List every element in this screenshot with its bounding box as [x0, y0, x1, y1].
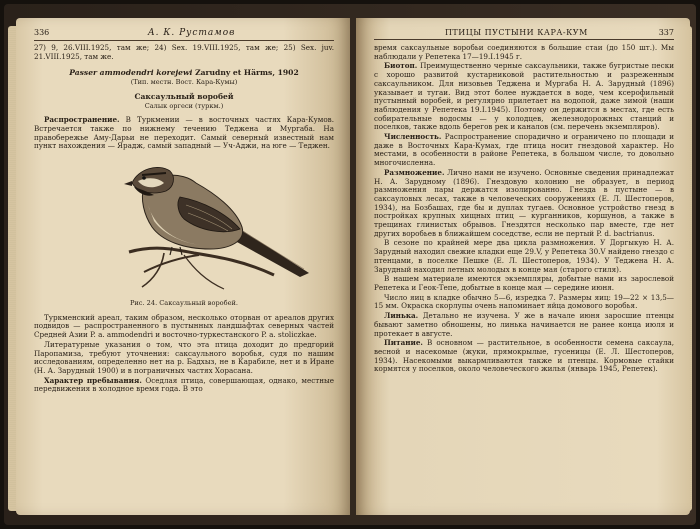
text-numbers: Распространение спорадично и ограничено по площади и даже в Восточных Кара-Кумах, где птица носит гнездовой характер. Но местами, в особенности в районе Репетека, в большом числе, то довольно многочисленна.	[374, 132, 674, 168]
sparrow-figure	[34, 157, 334, 297]
paragraph-continuation: время саксаульные воробьи соединяются в большие стаи (до 150 шт.). Мы наблюдали у Репетека 17—19.I.1945 г.	[374, 43, 674, 61]
book-spread	[4, 4, 696, 525]
right-running-title: ПТИЦЫ ПУСТЫНИ КАРА-КУМ	[444, 28, 588, 37]
text-molt: Детально не изучена. У же в начале июня заросшие птенцы бывают заметно обношены, но линька начинается не ранее конца июля и протекает в августе.	[374, 311, 674, 338]
species-heading	[34, 69, 334, 78]
paragraph-numbers	[374, 133, 674, 168]
text-character: Оседлая птица, совершающая, однако, местные передвижения в холодное время года. В это	[34, 375, 335, 394]
left-running-title: А. К. Рустамов	[147, 28, 236, 38]
paragraph-character	[34, 377, 334, 394]
text-biotope: Преимущественно черные саксаульники, также бугристые пески с хорошо развитой кустарниковой растительностью и разреженным саксаульником. Для низовьев Теджена и Мургаба Н. А. Зарудный (1896) указывает и тугаи. Вид этот более нуждается в воде, чем ксерофильный пустынный воробей, и регулярно прилетает на водопой, даже зимой (наши наблюдения у Репетека 19.I.1945). Поэтому он держится в местах, где есть собирательные водосмы — у колодцев, железнодорожных станций и поселков, также вдоль берегов рек и каналов (см. перечень экземпляров).	[374, 61, 674, 132]
label-food: Питание.	[384, 338, 423, 348]
right-page-number: 337	[658, 28, 674, 37]
left-page-number: 336	[34, 28, 50, 37]
text-distribution: В Туркмении — в восточных частях Кара-Кумов. Встречается также по нижнему течению Теджена и Мургаба. На правобережье Аму-Дарьи не переходит. Самый северный известный нам пункт нахождения — Ярадж, самый западный — Уч-Аджи, на юге — Теджен.	[34, 115, 334, 151]
species-type-locality: (Тип. местн. Вост. Кара-Кумы)	[130, 78, 238, 87]
paragraph-distribution	[34, 116, 334, 151]
left-page	[16, 18, 350, 515]
label-numbers: Численность.	[384, 132, 442, 142]
figure-caption: Рис. 24. Саксаульный воробей.	[129, 299, 239, 308]
label-character: Характер пребывания.	[44, 375, 142, 385]
text-breeding: Лично нами не изучено. Основные сведения принадлежат Н. А. Зарудному (1896). Гнездовую колонию не образует, в период размножения пары держатся изолированно. Гнезда в пустыне — в саксауловых лесах, также в человеческих сооружениях (Е. Л. Шестоперов, 1934), на Бозбашах, где бы и дуплах тугаев. Основное устройство гнезд в постройках крупных хищных птиц — курганников, коршунов, а также в трещинах глинистых обрывов. Гнездятся несколько пар вместе, где нет других воробьев в ближайшем соседстве, если не пертый P. d. bactrianus.	[374, 167, 674, 238]
russian-name: Саксаульный воробей	[134, 91, 234, 101]
species-author: Zarudny et Härms, 1902	[195, 68, 299, 78]
label-molt: Линька.	[384, 311, 419, 321]
right-page	[356, 18, 690, 515]
left-top-lines: 27) 9, 26.VIII.1925, там же; 24) Sex. 19.VIII.1925, там же; 25) Sex. juv. 21.VIII.1925, там же.	[34, 43, 334, 61]
right-running-head	[374, 28, 674, 40]
russian-subname: Салык оргеси (туркм.)	[144, 101, 224, 110]
text-food: В основном — растительное, в особенности семена саксаула, весной и насекомые (жуки, прямокрылые, гусеницы (Е. Л. Шестоперов, 1934). Насекомыми выкармливаются также и птенцы. Кормовые стайки кормятся у поселков, около человеческого жилья (январь 1945, Репетек).	[374, 338, 674, 374]
paragraph-eggs: Число яиц в кладке обычно 5—6, изредка 7. Размеры яиц: 19—22 × 13,5—15 мм. Окраска скорлупы очень напоминает яйца домового воробья.	[374, 292, 674, 311]
paragraph-literature: Литературные указания о том, что эта птица доходит до предгорий Паропамиза, требуют уточнения: саксаульного воробья, судя по нашим исследованиям, определенно нет на р. Бадхыз, не в Карабиле, нет и в Иране (Н. А. Зарудный 1900) и в пограничных частях Хорасана.	[34, 339, 334, 375]
label-breeding: Размножение.	[384, 167, 445, 177]
label-biotope: Биотоп.	[384, 61, 418, 71]
left-running-head	[34, 28, 334, 41]
paragraph-range: Туркменский ареал, таким образом, несколько оторван от ареалов других подвидов — распространенного в пустынных ландшафтах северных частей Средней Азии P. a. ammodendri и восточно-туркестанского P. a. stoliczkae.	[34, 312, 334, 340]
sparrow-illustration	[124, 157, 324, 297]
paragraph-breeding-3: В нашем материале имеются экземпляры, добытые нами из зарослевой Репетека и Геок-Тепе, добытые в конце мая — середине июня.	[374, 274, 674, 292]
paragraph-food	[374, 339, 674, 374]
paragraph-molt	[374, 312, 674, 338]
right-column	[374, 44, 674, 507]
paragraph-biotope	[374, 62, 674, 132]
paragraph-breeding-2: В сезоне по крайней мере два цикла размножения. У Доргыкую Н. А. Зарудный находил свежие кладки еще 29.V, у Репетека 30.V найдено гнездо с птенцами, в поселке Пешке (Е. Л. Шестоперов, 1934). У Теджена Н. А. Зарудный находил летных молодых в конце мая (старого стиля).	[374, 238, 674, 274]
left-column	[34, 44, 334, 507]
paragraph-breeding	[374, 169, 674, 239]
species-latin: Passer ammodendri korejewi	[69, 68, 193, 78]
label-distribution: Распространение.	[44, 115, 120, 125]
